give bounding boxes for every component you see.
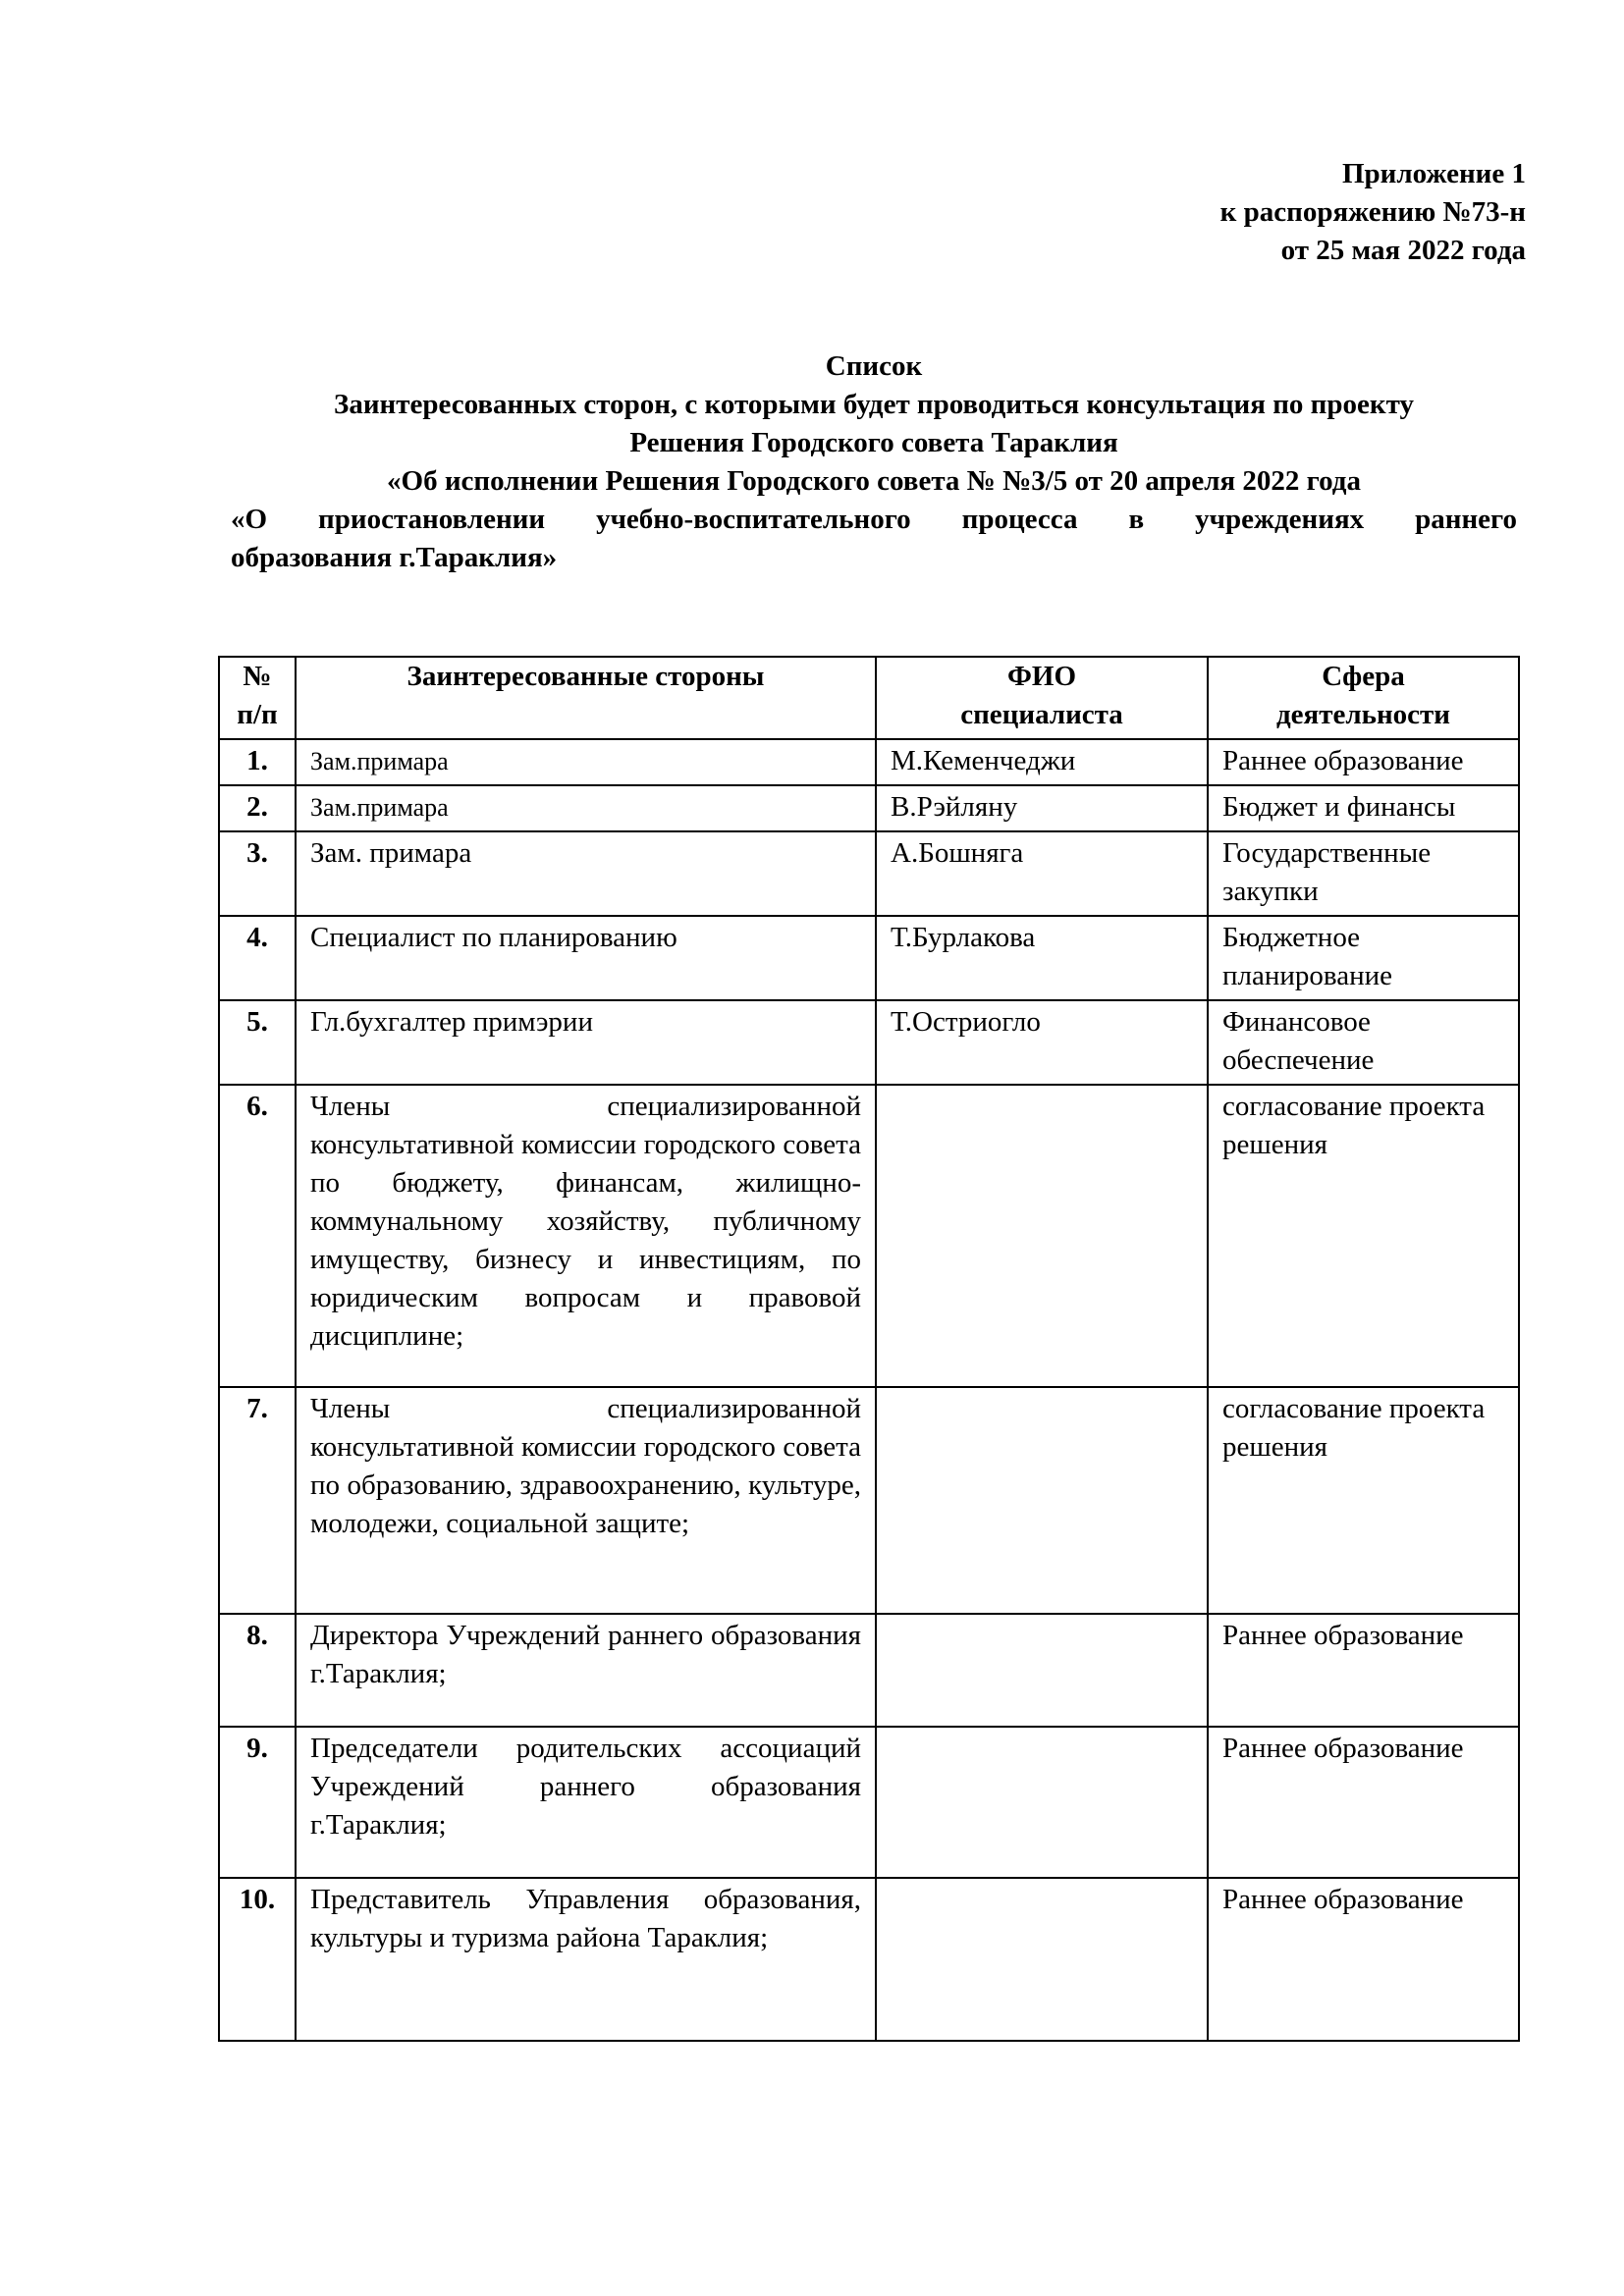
header-sphere-line-2: деятельности	[1276, 699, 1450, 730]
document-heading	[231, 347, 1517, 577]
row-party: Зам.примара	[296, 785, 876, 831]
table-row	[219, 1878, 1519, 2041]
heading-line-3: «Об исполнении Решения Городского совета № №3/5 от 20 апреля 2022 года	[387, 465, 1361, 497]
heading-line-5: образования г.Тараклия»	[231, 542, 558, 573]
row-party: Члены специализированной консультативной комиссии городского совета по образованию, здравоохранению, культуре, молодежи, социальной защите;	[296, 1387, 876, 1614]
row-num: 3.	[219, 831, 296, 916]
row-name	[876, 1085, 1208, 1387]
heading-title: Список	[825, 350, 923, 382]
annex-block	[839, 155, 1526, 270]
table-row	[219, 739, 1519, 785]
stakeholders-table	[218, 656, 1520, 2042]
row-name: В.Рэйляну	[876, 785, 1208, 831]
row-sphere: Раннее образование	[1208, 1727, 1519, 1878]
annex-line-2: к распоряжению №73-н	[1219, 196, 1526, 228]
row-sphere: Раннее образование	[1208, 739, 1519, 785]
row-sphere: Финансовое обеспечение	[1208, 1000, 1519, 1085]
row-party: Гл.бухгалтер примэрии	[296, 1000, 876, 1085]
row-sphere: Государственные закупки	[1208, 831, 1519, 916]
row-party: Члены специализированной консультативной комиссии городского совета по бюджету, финансам, жилищно-коммунальному хозяйству, публичному имуществу, бизнесу и инвестициям, по юридическим вопросам и правовой дисциплине;	[296, 1085, 876, 1387]
header-num	[219, 657, 296, 739]
row-sphere: Бюджетное планирование	[1208, 916, 1519, 1000]
heading-line-1: Заинтересованных сторон, с которыми будет проводиться консультация по проекту	[334, 389, 1414, 420]
row-name: Т.Бурлакова	[876, 916, 1208, 1000]
header-name	[876, 657, 1208, 739]
row-party: Представитель Управления образования, культуры и туризма района Тараклия;	[296, 1878, 876, 2041]
table-row	[219, 1614, 1519, 1727]
row-name: Т.Остриогло	[876, 1000, 1208, 1085]
row-party: Директора Учреждений раннего образования г.Тараклия;	[296, 1614, 876, 1727]
table-row	[219, 785, 1519, 831]
row-num: 8.	[219, 1614, 296, 1727]
annex-line-1: Приложение 1	[1342, 158, 1526, 189]
row-name	[876, 1387, 1208, 1614]
row-name: М.Кеменчеджи	[876, 739, 1208, 785]
heading-line-2: Решения Городского совета Тараклия	[629, 427, 1118, 458]
row-name: А.Бошняга	[876, 831, 1208, 916]
table-row	[219, 831, 1519, 916]
row-sphere: Раннее образование	[1208, 1878, 1519, 2041]
header-num-line-1: №	[243, 661, 272, 692]
row-name	[876, 1878, 1208, 2041]
row-name	[876, 1727, 1208, 1878]
row-num: 4.	[219, 916, 296, 1000]
header-sphere	[1208, 657, 1519, 739]
row-party: Зам.примара	[296, 739, 876, 785]
heading-line-4: «О приостановлении учебно-воспитательного процесса в учреждениях раннего	[231, 504, 1517, 535]
row-num: 10.	[219, 1878, 296, 2041]
row-party: Председатели родительских ассоциаций Учреждений раннего образования г.Тараклия;	[296, 1727, 876, 1878]
row-sphere: согласование проекта решения	[1208, 1085, 1519, 1387]
row-sphere: Бюджет и финансы	[1208, 785, 1519, 831]
row-sphere: согласование проекта решения	[1208, 1387, 1519, 1614]
row-num: 9.	[219, 1727, 296, 1878]
row-party: Зам. примара	[296, 831, 876, 916]
table-row	[219, 1000, 1519, 1085]
row-num: 1.	[219, 739, 296, 785]
header-sphere-line-1: Сфера	[1322, 661, 1405, 692]
table-row	[219, 916, 1519, 1000]
table-row	[219, 1727, 1519, 1878]
annex-line-3: от 25 мая 2022 года	[1280, 235, 1526, 266]
header-name-line-2: специалиста	[960, 699, 1123, 730]
row-num: 5.	[219, 1000, 296, 1085]
row-num: 2.	[219, 785, 296, 831]
row-name	[876, 1614, 1208, 1727]
row-num: 6.	[219, 1085, 296, 1387]
table-row	[219, 1387, 1519, 1614]
header-name-line-1: ФИО	[1006, 661, 1077, 692]
header-num-line-2: п/п	[237, 699, 278, 730]
table-row	[219, 1085, 1519, 1387]
row-party: Специалист по планированию	[296, 916, 876, 1000]
row-sphere: Раннее образование	[1208, 1614, 1519, 1727]
header-party: Заинтересованные стороны	[296, 657, 876, 739]
row-num: 7.	[219, 1387, 296, 1614]
table-header-row	[219, 657, 1519, 739]
